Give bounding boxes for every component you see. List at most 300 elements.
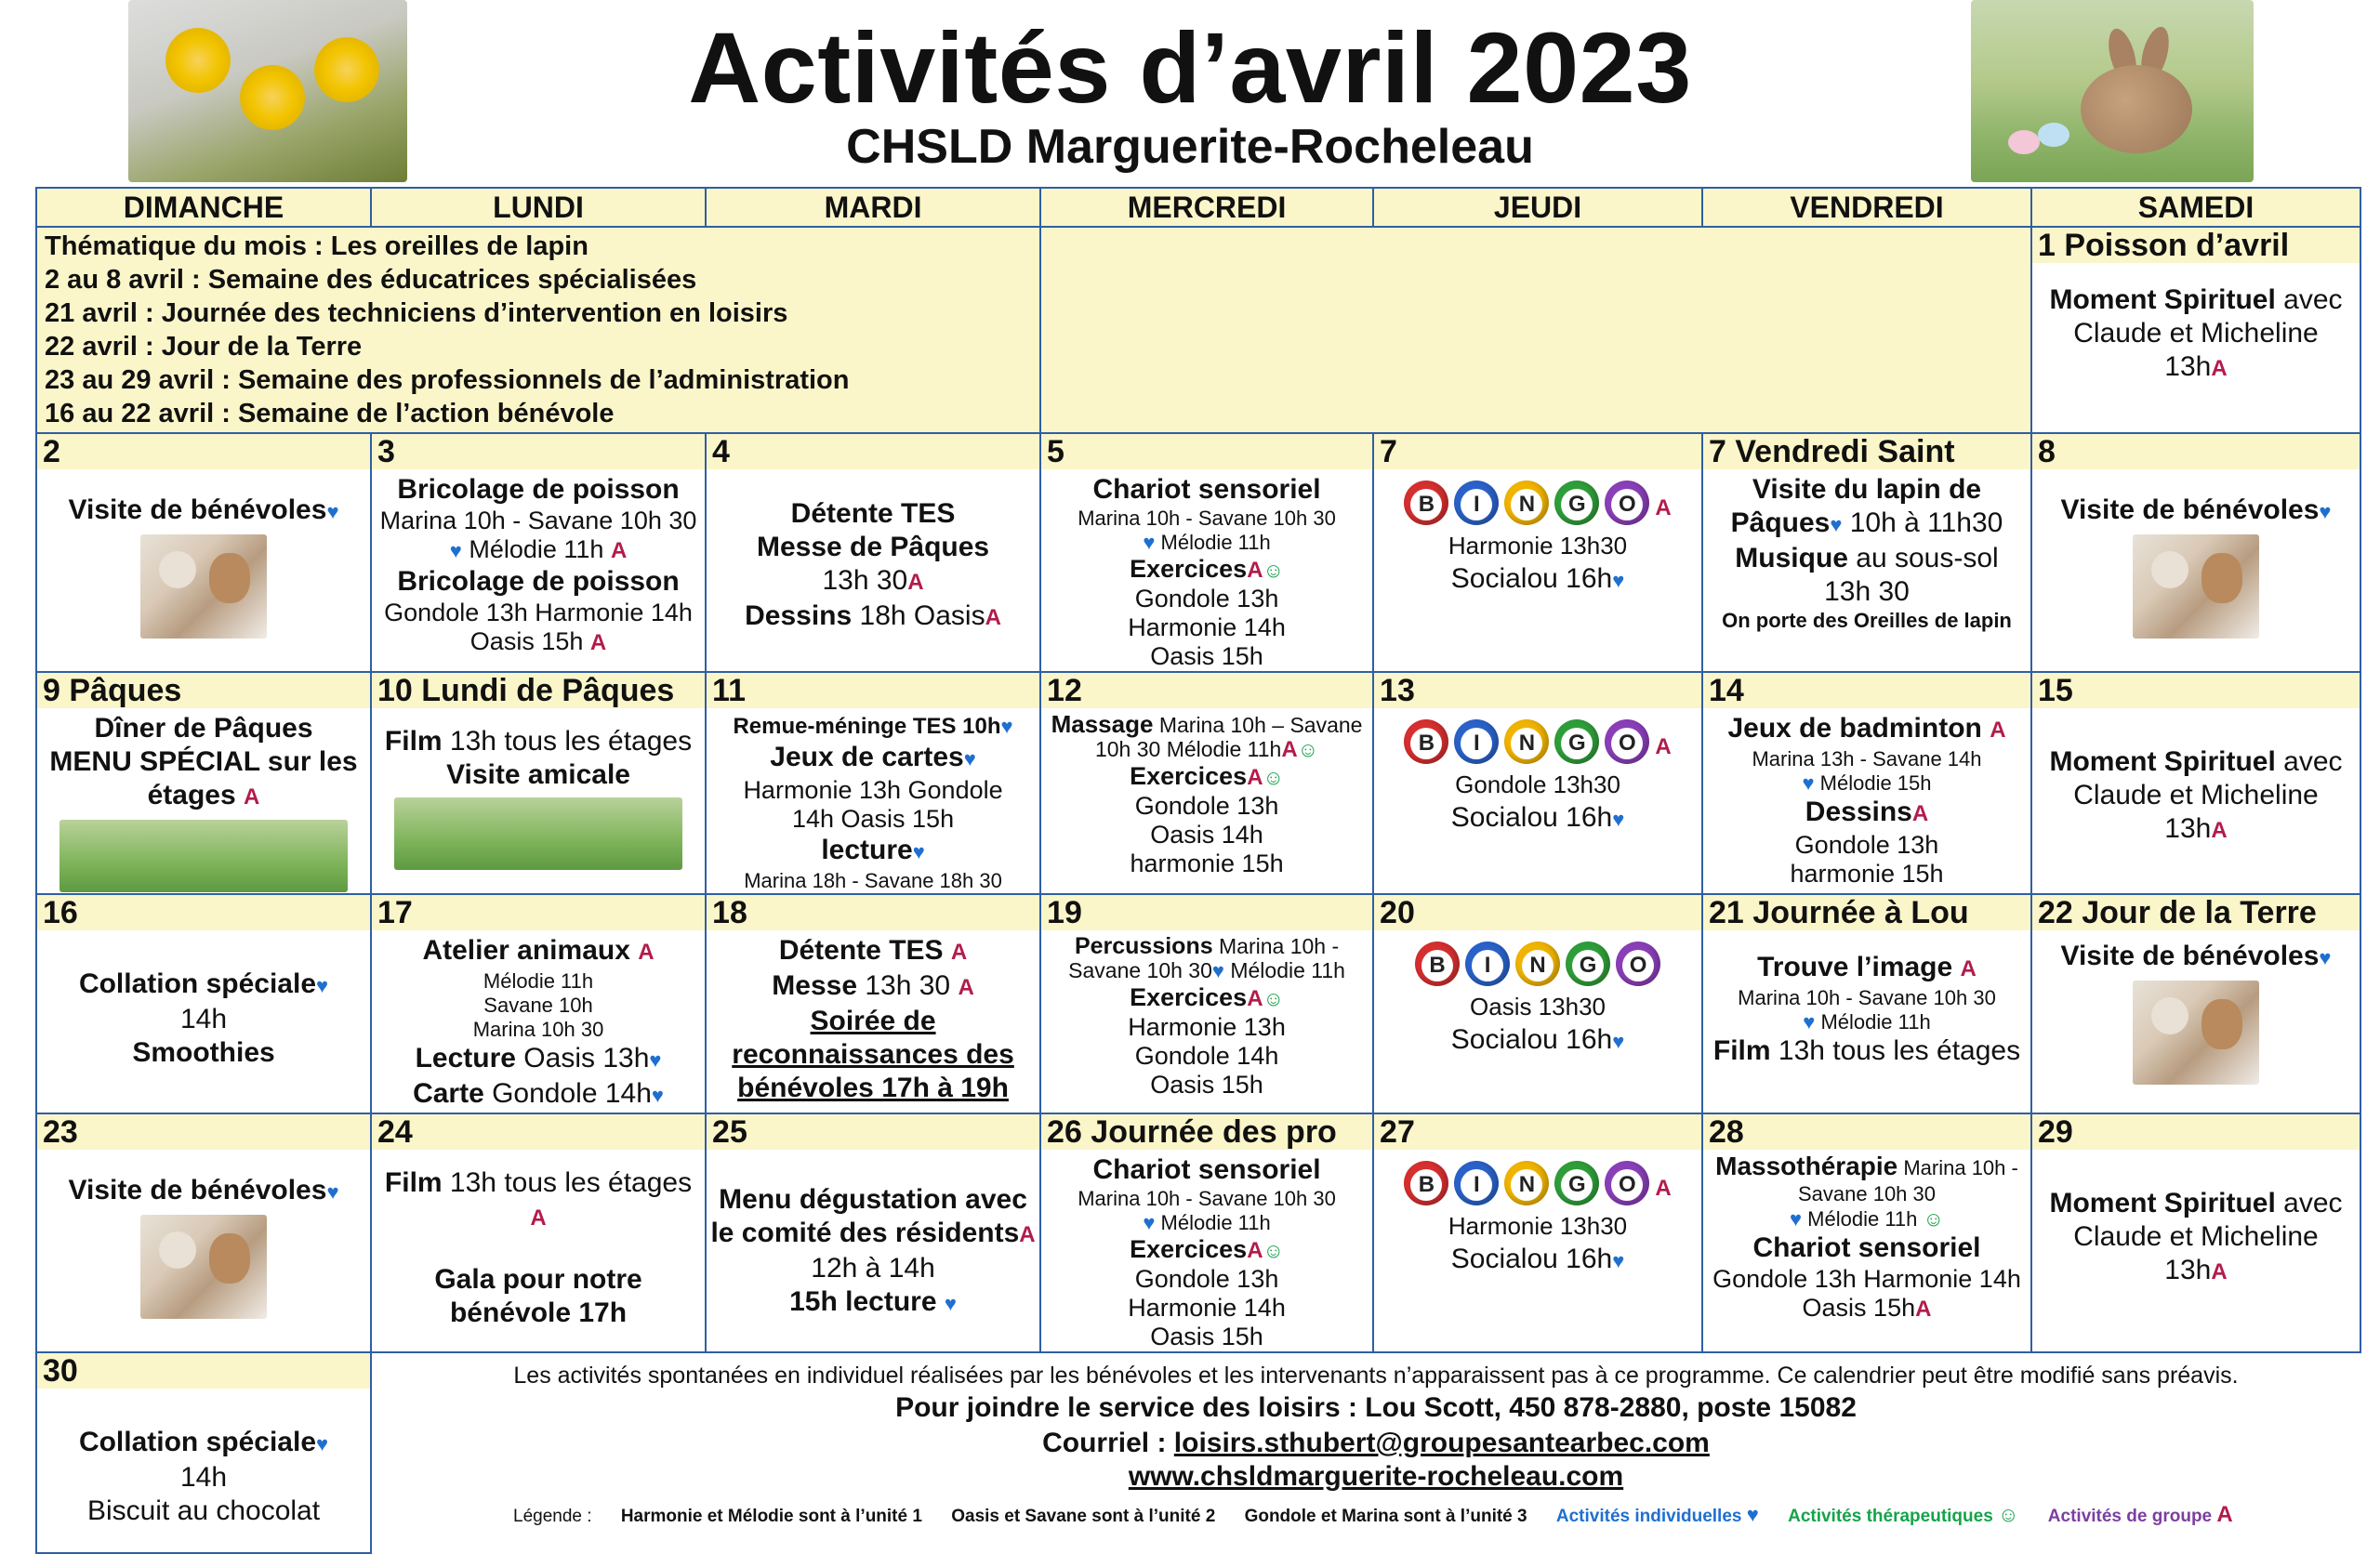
theme-line: 23 au 29 avril : Semaine des professionnels de l’administration [45, 365, 850, 395]
activity-title: Massage [1051, 710, 1154, 738]
activity-title: Exercices [1130, 983, 1248, 1011]
activity-time: 13h [2164, 813, 2212, 844]
activity-time: 12h à 14h [811, 1253, 935, 1284]
day-activities [1041, 930, 1372, 1100]
legend-therapeutic: Activités thérapeutiques ☺ [1788, 1503, 2019, 1526]
day-number: 4 [707, 434, 1039, 469]
group-activity-icon: A [638, 940, 654, 965]
theme-cell [36, 227, 1040, 433]
day-activities [372, 1150, 705, 1330]
bingo-ball-icon: G [1554, 1161, 1599, 1205]
activity-note: On porte des Oreilles de lapin [1722, 609, 2012, 632]
day-number: 2 [37, 434, 370, 469]
easter-eggs-photo [60, 820, 348, 892]
day-number: 23 [37, 1114, 370, 1150]
activity-title: Visite de bénévoles [2060, 941, 2320, 971]
day-cell [1040, 672, 1373, 894]
activity-detail: Socialou 16h [1450, 1024, 1613, 1055]
activity-title: Bricolage de poisson [397, 566, 680, 597]
activity-detail: Harmonie 13h30 [1448, 532, 1628, 560]
day-number: 5 [1041, 434, 1372, 469]
day-number: 10 Lundi de Pâques [372, 673, 705, 708]
activity-detail: Harmonie 14h [1128, 1294, 1286, 1322]
day-activities [37, 708, 370, 892]
bingo-ball-icon: N [1504, 481, 1549, 525]
heart-icon: ♥ [1000, 715, 1013, 738]
activity-detail: Marina 10h - Savane 10h 30 [1068, 934, 1340, 982]
activity-detail: Harmonie 13h30 [1448, 1212, 1628, 1240]
activity-title: Jeux de badminton [1727, 713, 1982, 744]
day-cell [1373, 1113, 1702, 1352]
activity-detail: harmonie 15h [1130, 849, 1284, 877]
activity-title: Visite de bénévoles [2060, 494, 2320, 525]
activity-title: Gala pour notre bénévole 17h [434, 1264, 642, 1328]
day-cell [2031, 433, 2360, 672]
day-cell [1040, 1113, 1373, 1352]
activity-title: 15h lecture [789, 1286, 937, 1317]
heart-icon: ♥ [1746, 1503, 1759, 1526]
activity-time: 13h 30 [822, 565, 908, 596]
activity-title: Messe [772, 970, 858, 1001]
heart-icon: ♥ [326, 1180, 339, 1204]
activity-detail: Biscuit au chocolat [86, 1495, 321, 1526]
day-cell [36, 894, 371, 1113]
bingo-ball-icon: O [1605, 481, 1649, 525]
heart-icon: ♥ [651, 1084, 664, 1107]
calendar-week-row [36, 894, 2360, 1113]
activity-title: Moment Spirituel [2049, 1188, 2276, 1218]
day-activities [1374, 469, 1701, 598]
day-number: 14 [1703, 673, 2030, 708]
theme-line: 16 au 22 avril : Semaine de l’action bénévole [45, 399, 615, 428]
group-activity-icon: A [1281, 737, 1298, 762]
activity-detail: avec [2275, 1188, 2343, 1218]
day-activities [1374, 708, 1701, 836]
activity-title: Film [384, 726, 443, 757]
day-number: 30 [37, 1353, 370, 1389]
bingo-ball-icon: I [1454, 1161, 1499, 1205]
activity-title: Moment Spirituel [2049, 284, 2276, 315]
bingo-ball-icon: B [1404, 1161, 1448, 1205]
page-subtitle: CHSLD Marguerite-Rocheleau [846, 120, 1534, 174]
bingo-balls [1378, 719, 1698, 764]
bingo-ball-icon: I [1454, 719, 1499, 764]
activity-title: Exercices [1130, 1235, 1248, 1263]
day-number: 28 [1703, 1114, 2030, 1150]
activity-title: Dessins [745, 600, 853, 631]
activity-detail: Marina 10h 30 [472, 1018, 604, 1041]
activity-detail: Gondole 13h [1134, 792, 1279, 820]
heart-icon: ♥ [1830, 513, 1843, 536]
activity-detail: Mélodie 11h [1160, 531, 1271, 554]
group-activity-icon: A [2216, 1502, 2233, 1527]
activity-time: 13h [2164, 1255, 2212, 1285]
activity-detail: 13h tous les étages [442, 726, 693, 757]
activity-detail: Marina 18h - Savane 18h 30 [744, 869, 1002, 892]
day-cell [706, 433, 1040, 672]
group-activity-icon: A [1655, 1176, 1672, 1201]
activity-detail: Claude et Micheline [2073, 780, 2319, 810]
day-cell [2031, 894, 2360, 1113]
day-activities [2032, 469, 2360, 639]
activity-detail: Marina 10h - Savane 10h 30 [379, 507, 697, 534]
activity-title: Carte [413, 1078, 484, 1109]
theme-line: Thématique du mois : Les oreilles de lapin [45, 231, 588, 261]
activity-detail: Harmonie 14h [1128, 613, 1286, 641]
day-activities [1374, 930, 1701, 1059]
activity-title: Trouve l’image [1757, 952, 1953, 982]
activity-detail: Mélodie 11h [1820, 1010, 1931, 1034]
group-activity-icon: A [610, 538, 628, 563]
activity-title: Collation spéciale [78, 968, 317, 999]
heart-icon: ♥ [316, 974, 329, 997]
activity-time: 13h [2164, 351, 2212, 382]
activity-title: Smoothies [132, 1037, 275, 1068]
bingo-ball-icon: I [1465, 942, 1510, 986]
day-activities [707, 1150, 1039, 1321]
day-activities [1703, 1150, 2030, 1324]
activity-title: Percussions [1074, 933, 1213, 959]
activity-detail: Socialou 16h [1450, 802, 1613, 833]
legend-unit-2: Oasis et Savane sont à l’unité 2 [951, 1507, 1216, 1526]
day-cell [1373, 894, 1702, 1113]
day-cell [1040, 894, 1373, 1113]
group-activity-icon: A [1247, 765, 1263, 790]
day-number: 27 [1374, 1114, 1701, 1150]
theme-line: 22 avril : Jour de la Terre [45, 332, 363, 362]
contact-line: Pour joindre le service des loisirs : Lou Scott, 450 878-2880, poste 15082 [895, 1392, 1857, 1423]
group-activity-icon: A [907, 570, 924, 595]
day-cell [706, 1113, 1040, 1352]
activity-title: Exercices [1130, 555, 1248, 583]
activity-detail: Harmonie 13h [1128, 1013, 1286, 1041]
group-activity-icon: A [1247, 986, 1263, 1011]
day-cell [1373, 672, 1702, 894]
bingo-ball-icon: B [1404, 719, 1448, 764]
day-number: 24 [372, 1114, 705, 1150]
day-activities [1041, 708, 1372, 878]
activity-detail: 18h Oasis [852, 600, 985, 631]
heart-icon: ♥ [2319, 946, 2332, 969]
activity-title: Collation spéciale [78, 1427, 317, 1457]
day-activities [372, 469, 705, 657]
heart-icon: ♥ [912, 840, 925, 863]
group-activity-icon: A [1960, 956, 1977, 981]
weekday-header-row [36, 188, 2360, 227]
activity-title: Chariot sensoriel [1092, 474, 1321, 505]
activity-detail: Oasis 15h [469, 627, 584, 655]
day-activities [2032, 930, 2360, 1085]
volunteer-photo [2133, 534, 2259, 639]
day-cell [371, 433, 706, 672]
heart-icon: ♥ [316, 1432, 329, 1455]
bingo-balls [1378, 1161, 1698, 1205]
day-number: 8 [2032, 434, 2360, 469]
bingo-ball-icon: G [1554, 481, 1599, 525]
disclaimer-note: Les activités spontanées en individuel réalisées par les bénévoles et les intervenants n’apparaissent pas à ce programme. Ce calendrier peut être modifié sans préavis. [513, 1363, 2239, 1389]
day-number: 26 Journée des pro [1041, 1114, 1372, 1150]
activity-title: Bricolage de poisson [397, 474, 680, 505]
day-number: 3 [372, 434, 705, 469]
day-cell [36, 433, 371, 672]
activity-detail: avec [2275, 284, 2343, 315]
weekday-header: MARDI [706, 188, 1040, 227]
heart-icon: ♥ [1143, 1211, 1156, 1234]
group-activity-icon: A [530, 1205, 547, 1231]
weekday-header: DIMANCHE [36, 188, 371, 227]
website-link[interactable]: www.chsldmarguerite-rocheleau.com [1128, 1461, 1624, 1492]
smiley-icon: ☺ [1998, 1503, 2019, 1526]
activity-detail: Mélodie 15h [1819, 771, 1932, 795]
activity-detail: Marina 13h - Savane 14h [1752, 747, 1982, 770]
group-activity-icon: A [1915, 1297, 1932, 1322]
bingo-balls [1378, 942, 1698, 986]
legend [513, 1502, 2257, 1528]
activity-detail: Oasis 15h [1150, 1323, 1263, 1350]
heart-icon: ♥ [944, 1292, 957, 1315]
day-number: 20 [1374, 895, 1701, 930]
bingo-ball-icon: I [1454, 481, 1499, 525]
heart-icon: ♥ [963, 747, 976, 770]
day-cell [1702, 1113, 2031, 1352]
bingo-balls [1378, 481, 1698, 525]
activity-detail: Claude et Micheline [2073, 1221, 2319, 1252]
day-cell [2031, 672, 2360, 894]
activity-detail: Marina 10h - Savane 10h 30 [1078, 507, 1336, 530]
calendar-week-row [36, 433, 2360, 672]
activity-detail: harmonie 15h [1790, 860, 1944, 888]
smiley-icon: ☺ [1263, 766, 1285, 789]
activity-detail: Gondole 13h30 [1455, 770, 1620, 798]
legend-label: Légende : [513, 1507, 592, 1526]
day-cell [706, 894, 1040, 1113]
day-activities [1041, 469, 1372, 671]
email-line [390, 1428, 2361, 1459]
heart-icon: ♥ [1143, 531, 1156, 554]
day-activities [1041, 1150, 1372, 1351]
activity-title: Chariot sensoriel [1092, 1154, 1321, 1185]
day-cell [1040, 433, 1373, 672]
day-number: 9 Pâques [37, 673, 370, 708]
activity-time: 13h 30 [857, 970, 951, 1001]
activity-detail: Mélodie 11h [1160, 1211, 1271, 1234]
activity-title: Atelier animaux [422, 935, 630, 966]
easter-eggs-photo [394, 797, 682, 870]
activity-title: Film [1712, 1035, 1771, 1066]
activity-detail: Oasis 15h [1150, 642, 1263, 670]
activity-title: Soirée de reconnaissances des bénévoles 17h à 19h [732, 1006, 1014, 1103]
page-title: Activités d’avril 2023 [688, 11, 1692, 124]
day-activities [707, 930, 1039, 1105]
activity-title: Dessins [1805, 797, 1912, 827]
activity-title: Jeux de cartes [770, 742, 964, 772]
bingo-ball-icon: B [1404, 481, 1448, 525]
activity-detail: Oasis 13h30 [1470, 993, 1606, 1021]
day-number: 22 Jour de la Terre [2032, 895, 2360, 930]
heart-icon: ♥ [1789, 1207, 1803, 1231]
day-number: 12 [1041, 673, 1372, 708]
day-activities [1703, 930, 2030, 1068]
day-cell [1702, 894, 2031, 1113]
calendar-week-row [36, 1113, 2360, 1352]
day-activities [2032, 263, 2360, 386]
legend-group: Activités de groupe A [2047, 1502, 2233, 1527]
day-number: 1 Poisson d’avril [2032, 228, 2360, 263]
activity-detail: 14h Oasis 15h [791, 805, 955, 833]
activity-detail: Mélodie 11h [1223, 958, 1345, 982]
group-activity-icon: A [985, 605, 1001, 630]
day-number: 25 [707, 1114, 1039, 1150]
activity-detail: Marina 10h - Savane 10h 30 [1078, 1187, 1336, 1210]
activity-detail: avec [2275, 746, 2343, 777]
activity-title: Pâques [1730, 507, 1831, 538]
legend-unit-3: Gondole et Marina sont à l’unité 3 [1244, 1507, 1527, 1526]
theme-line: 21 avril : Journée des techniciens d’intervention en loisirs [45, 298, 788, 328]
activity-detail: Mélodie 11h [1807, 1207, 1918, 1231]
day-number: 18 [707, 895, 1039, 930]
day-number: 17 [372, 895, 705, 930]
heart-icon: ♥ [449, 539, 462, 562]
day-cell [706, 672, 1040, 894]
activity-title: Dîner de Pâques [94, 713, 313, 744]
activity-detail: Mélodie 11h [483, 969, 594, 993]
heart-icon: ♥ [1612, 808, 1625, 831]
activity-title: Détente TES [790, 498, 956, 529]
day-activities [1703, 469, 2030, 633]
theme-line: 2 au 8 avril : Semaine des éducatrices spécialisées [45, 265, 697, 295]
day-activities [707, 469, 1039, 635]
day-activities [372, 930, 705, 1113]
activity-detail: 13h tous les étages [1770, 1035, 2021, 1066]
group-activity-icon: A [1019, 1222, 1036, 1247]
heart-icon: ♥ [649, 1048, 662, 1072]
day-activities [372, 708, 705, 870]
activity-title: Menu dégustation avec le comité des résidents [710, 1184, 1027, 1248]
group-activity-icon: A [1990, 718, 2006, 743]
activity-title: Chariot sensoriel [1752, 1232, 1981, 1263]
activity-detail: au sous-sol [1847, 543, 1999, 573]
bingo-ball-icon: N [1515, 942, 1560, 986]
activity-detail: Oasis 13h [515, 1043, 650, 1073]
group-activity-icon: A [1655, 734, 1672, 759]
weekday-header: VENDREDI [1702, 188, 2031, 227]
activity-detail: Gondole 13h Harmonie 14h [384, 599, 693, 626]
calendar-week-row [36, 227, 2360, 433]
activity-title: Remue-méninge TES 10h [733, 714, 1001, 739]
day-cell [1373, 433, 1702, 672]
heart-icon: ♥ [2319, 500, 2332, 523]
weekday-header: JEUDI [1373, 188, 1702, 227]
heart-icon: ♥ [1802, 771, 1815, 795]
day-number: 11 [707, 673, 1039, 708]
day-number: 16 [37, 895, 370, 930]
legend-unit-1: Harmonie et Mélodie sont à l’unité 1 [620, 1507, 922, 1526]
activity-detail: Marina 10h - Savane 10h 30 [1797, 1156, 2018, 1205]
day-cell [371, 672, 706, 894]
activity-detail: Oasis 15h [1150, 1071, 1263, 1099]
calendar-table [35, 187, 2361, 1554]
activity-title: Visite de bénévoles [68, 1175, 327, 1205]
volunteer-photo [140, 534, 267, 639]
bingo-ball-icon: G [1554, 719, 1599, 764]
group-activity-icon: A [2211, 1259, 2228, 1284]
activity-detail: Socialou 16h [1450, 1244, 1613, 1274]
day-cell [36, 1352, 371, 1553]
heart-icon: ♥ [1612, 1030, 1625, 1053]
email-link[interactable]: loisirs.sthubert@groupesantearbec.com [1173, 1428, 1710, 1458]
group-activity-icon: A [1247, 1238, 1263, 1263]
activity-time: 14h [179, 1004, 228, 1034]
day-cell [2031, 227, 2360, 433]
day-activities [37, 1389, 370, 1528]
heart-icon: ♥ [326, 500, 339, 523]
bingo-ball-icon: N [1504, 1161, 1549, 1205]
activity-detail: Oasis 15h [1802, 1294, 1916, 1322]
bingo-ball-icon: G [1566, 942, 1610, 986]
group-activity-icon: A [950, 940, 968, 965]
activity-detail: Gondole 13h Harmonie 14h [1712, 1265, 2021, 1293]
activity-detail: Claude et Micheline [2073, 318, 2319, 349]
day-activities [37, 930, 370, 1070]
activity-title: Messe de Pâques [756, 532, 990, 562]
activity-detail: Mélodie 11h [469, 535, 604, 563]
day-cell [1702, 672, 2031, 894]
day-activities [707, 708, 1039, 893]
volunteer-photo [2133, 981, 2259, 1085]
website-line [390, 1461, 2361, 1493]
calendar-week-row [36, 672, 2360, 894]
activity-title: Détente TES [778, 935, 944, 966]
day-cell [371, 1113, 706, 1352]
activity-detail: Gondole 13h [1794, 831, 1939, 859]
volunteer-photo [140, 1215, 267, 1319]
smiley-icon: ☺ [1923, 1207, 1944, 1231]
day-number: 15 [2032, 673, 2360, 708]
day-number: 13 [1374, 673, 1701, 708]
day-activities [37, 1150, 370, 1319]
activity-title: lecture [821, 835, 913, 865]
activity-title: Visite du lapin de [1752, 474, 1982, 505]
activity-title: Musique [1735, 543, 1848, 573]
activity-detail: Gondole 13h [1134, 1265, 1279, 1293]
weekday-header: MERCREDI [1040, 188, 1373, 227]
theme-list [37, 228, 1039, 432]
day-number: 7 Vendredi Saint [1703, 434, 2030, 469]
bingo-ball-icon: B [1415, 942, 1460, 986]
activity-detail: Socialou 16h [1450, 563, 1613, 594]
heart-icon: ♥ [1211, 959, 1224, 982]
heart-icon: ♥ [1612, 1249, 1625, 1272]
activity-title: Film [384, 1167, 443, 1198]
day-activities [2032, 708, 2360, 848]
smiley-icon: ☺ [1297, 738, 1319, 761]
activity-title: Lecture [415, 1043, 516, 1073]
bingo-ball-icon: O [1616, 942, 1660, 986]
day-number: 7 [1374, 434, 1701, 469]
day-cell [1702, 433, 2031, 672]
group-activity-icon: A [244, 784, 260, 810]
day-activities [1703, 708, 2030, 889]
day-number: 29 [2032, 1114, 2360, 1150]
legend-individual: Activités individuelles ♥ [1555, 1503, 1759, 1526]
activity-title: Massothérapie [1715, 1152, 1898, 1180]
activity-detail: Oasis 14h [1150, 821, 1263, 849]
weekday-header: LUNDI [371, 188, 706, 227]
activity-detail: Harmonie 13h Gondole [743, 776, 1003, 804]
activity-detail: 13h tous les étages [442, 1167, 693, 1198]
activity-time: 13h 30 [1824, 576, 1910, 607]
day-number: 19 [1041, 895, 1372, 930]
